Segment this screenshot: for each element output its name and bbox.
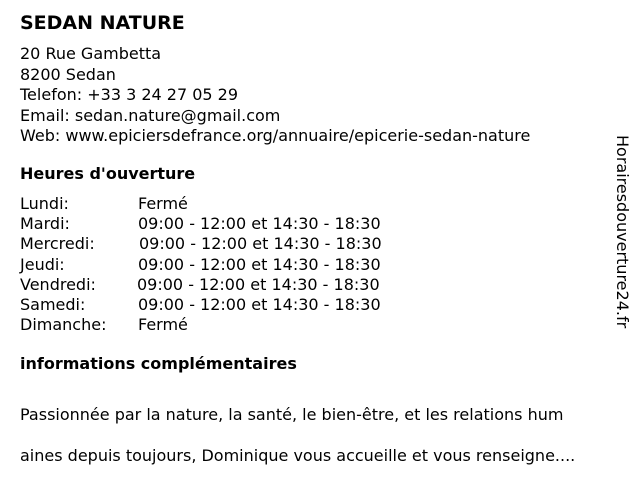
business-name: SEDAN NATURE [20, 12, 185, 34]
day-hours: Fermé [138, 194, 188, 213]
email-address: Email: sedan.nature@gmail.com [20, 105, 281, 125]
website-url: Web: www.epiciersdefrance.org/annuaire/epicerie-sedan-nature [20, 126, 531, 145]
address-city: 8200 Sedan [20, 64, 116, 84]
day-label: Dimanche: [20, 315, 107, 335]
day-label: Mardi: [20, 214, 70, 234]
additional-info-text [20, 384, 630, 487]
site-watermark [612, 135, 632, 345]
additional-info-heading: informations complémentaires [20, 354, 297, 373]
description-line: Passionnée par la nature, la santé, le bien-être, et les relations hum [20, 404, 564, 424]
opening-hours-heading: Heures d'ouverture [20, 164, 196, 183]
contact-block [20, 44, 530, 147]
day-label: Lundi: [20, 194, 69, 213]
day-label: Jeudi: [20, 254, 65, 274]
phone-number: Telefon: +33 3 24 27 05 29 [20, 85, 239, 104]
day-hours: 09:00 - 12:00 et 14:30 - 18:30 [138, 294, 381, 314]
day-hours: Fermé [138, 315, 188, 335]
day-label: Mercredi: [20, 234, 95, 254]
day-label: Vendredi: [20, 274, 96, 294]
watermark-text: Horairesdouverture24.fr [613, 135, 632, 329]
address-street: 20 Rue Gambetta [20, 44, 162, 63]
day-label: Samedi: [20, 294, 86, 314]
description-line: aines depuis toujours, Dominique vous accueille et vous renseigne.... [20, 445, 576, 465]
day-hours: 09:00 - 12:00 et 14:30 - 18:30 [138, 214, 381, 234]
day-hours: 09:00 - 12:00 et 14:30 - 18:30 [137, 274, 380, 294]
day-hours: 09:00 - 12:00 et 14:30 - 18:30 [139, 234, 382, 254]
day-hours: 09:00 - 12:00 et 14:30 - 18:30 [138, 254, 381, 274]
